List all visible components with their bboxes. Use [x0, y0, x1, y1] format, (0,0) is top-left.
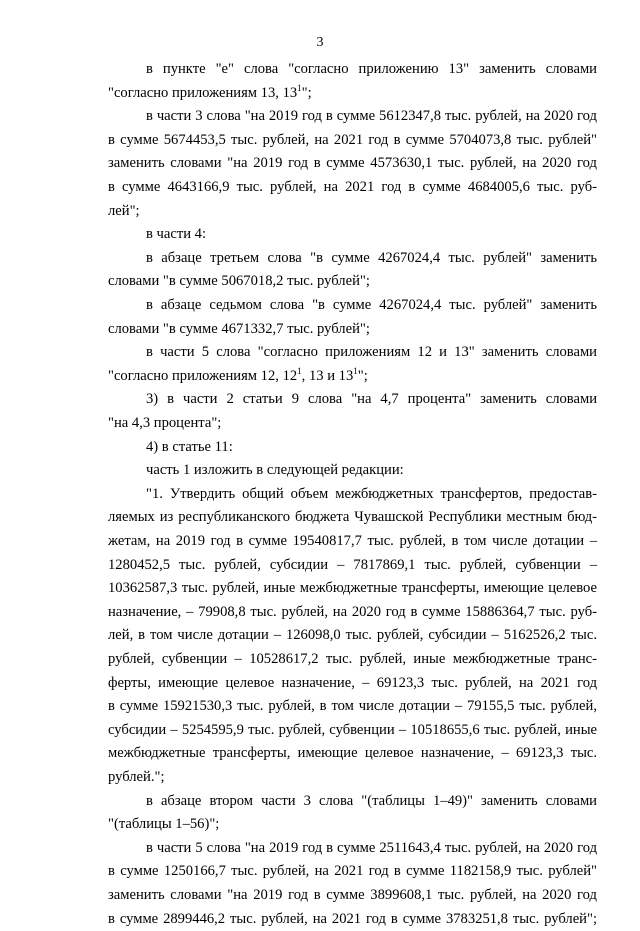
text-line — [146, 223, 597, 247]
text-line — [108, 672, 597, 696]
line-text: рублей."; — [108, 769, 165, 785]
line-text: в сумме 1250166,7 тыс. рублей, на 2021 год в сумме 1182158,9 тыс. рублей" — [108, 863, 597, 880]
superscript: 1 — [297, 82, 302, 93]
line-text: жетам, на 2019 год в сумме 19540817,7 тыс. рублей, в том числе дотации – — [108, 533, 597, 549]
text-line — [146, 790, 597, 814]
text-line — [146, 483, 597, 507]
text-line — [108, 200, 597, 224]
text-line — [108, 908, 597, 931]
text-line — [108, 624, 597, 648]
text-line — [108, 412, 597, 436]
line-text: в абзаце втором части 3 слова "(таблицы 1–49)" заменить словами — [146, 792, 597, 809]
line-text: "согласно приложениям 12, 12 — [108, 367, 298, 384]
text-line — [108, 813, 597, 837]
line-text: 4) в статье 11: — [146, 438, 233, 455]
text-line — [108, 129, 597, 153]
line-text: в пункте "е" слова "согласно приложению 13" заменить словами — [146, 61, 597, 77]
text-line — [108, 719, 597, 743]
superscript: 1 — [297, 365, 302, 376]
text-line — [108, 270, 597, 294]
text-line — [108, 318, 597, 342]
line-text: заменить словами "на 2019 год в сумме 4573630,1 тыс. рублей, на 2020 год — [108, 155, 597, 172]
line-text: 10362587,3 тыс. рублей, иные межбюджетные трансферты, имеющие целевое — [108, 580, 597, 597]
text-line — [146, 58, 597, 82]
text-line — [108, 695, 597, 719]
text-line — [146, 837, 597, 861]
text-line — [108, 506, 597, 530]
text-line — [108, 554, 597, 578]
line-text: в части 5 слова "на 2019 год в сумме 2511643,4 тыс. рублей, на 2020 год — [146, 839, 597, 856]
text-line — [146, 341, 597, 365]
line-text: в части 3 слова "на 2019 год в сумме 5612347,8 тыс. рублей, на 2020 год — [146, 108, 597, 125]
text-line — [146, 294, 597, 318]
line-text: ляемых из республиканского бюджета Чувашской Республики местным бюд- — [108, 509, 597, 526]
line-text-tail: , 13 и 13 — [301, 367, 354, 384]
line-text: 1280452,5 тыс. рублей, субсидии – 7817869,1 тыс. рублей, субвенции – — [108, 556, 597, 573]
text-line — [108, 176, 597, 200]
line-text: лей"; — [108, 202, 140, 219]
text-line — [146, 105, 597, 129]
line-text: "1. Утвердить общий объем межбюджетных трансфертов, предостав- — [146, 485, 597, 502]
line-text: "на 4,3 процента"; — [108, 415, 222, 431]
text-line — [108, 601, 597, 625]
text-line — [146, 388, 597, 412]
line-text: назначение, – 79908,8 тыс. рублей, на 2020 год в сумме 15886364,7 тыс. руб- — [108, 603, 597, 620]
text-line — [108, 884, 597, 908]
text-line — [108, 530, 597, 554]
text-line — [108, 365, 597, 389]
text-line — [146, 436, 597, 460]
line-text: словами "в сумме 5067018,2 тыс. рублей"; — [108, 273, 370, 290]
line-text: часть 1 изложить в следующей редакции: — [146, 462, 404, 479]
line-text: в части 4: — [146, 226, 207, 243]
line-text: лей, в том числе дотации – 126098,0 тыс. рублей, субсидии – 5162526,2 тыс. — [108, 627, 597, 644]
text-line — [108, 577, 597, 601]
line-text: ферты, имеющие целевое назначение, – 69123,3 тыс. рублей, на 2021 год — [108, 674, 597, 691]
text-line — [108, 742, 597, 766]
line-text: в сумме 4643166,9 тыс. рублей, на 2021 год в сумме 4684005,6 тыс. руб- — [108, 179, 597, 195]
text-line — [108, 82, 597, 106]
line-text: субсидии – 5254595,9 тыс. рублей, субвенции – 10518655,6 тыс. рублей, иные — [108, 721, 597, 738]
line-text-tail: "; — [357, 367, 368, 384]
line-text: в абзаце седьмом слова "в сумме 4267024,4 тыс. рублей" заменить — [146, 297, 597, 313]
line-text: в абзаце третьем слова "в сумме 4267024,4 тыс. рублей" заменить — [146, 249, 597, 266]
line-text: 3) в части 2 статьи 9 слова "на 4,7 процента" заменить словами — [146, 391, 597, 408]
text-line — [108, 766, 597, 790]
line-text: "(таблицы 1–56)"; — [108, 816, 220, 833]
text-line — [108, 648, 597, 672]
superscript: 1 — [353, 365, 358, 376]
line-text: рублей, субвенции – 10528617,2 тыс. рублей, иные межбюджетные транс- — [108, 651, 597, 667]
line-text: словами "в сумме 4671332,7 тыс. рублей"; — [108, 320, 370, 337]
line-text: в сумме 5674453,5 тыс. рублей, на 2021 год в сумме 5704073,8 тыс. рублей" — [108, 131, 597, 148]
line-text: заменить словами "на 2019 год в сумме 3899608,1 тыс. рублей, на 2020 год — [108, 887, 597, 903]
text-line — [108, 860, 597, 884]
line-text: в части 5 слова "согласно приложениям 12 и 13" заменить словами — [146, 344, 597, 361]
line-text: в сумме 15921530,3 тыс. рублей, в том числе дотации – 79155,5 тыс. рублей, — [108, 698, 597, 715]
text-line — [146, 247, 597, 271]
page-number: 3 — [316, 35, 324, 50]
line-text: "согласно приложениям 13, 13 — [108, 84, 298, 101]
line-text: в сумме 2899446,2 тыс. рублей, на 2021 год в сумме 3783251,8 тыс. рублей"; — [108, 910, 597, 927]
text-line — [146, 459, 597, 483]
line-text: межбюджетные трансферты, имеющие целевое назначение, – 69123,3 тыс. — [108, 745, 597, 762]
line-text-tail: "; — [301, 84, 312, 101]
text-line — [108, 152, 597, 176]
